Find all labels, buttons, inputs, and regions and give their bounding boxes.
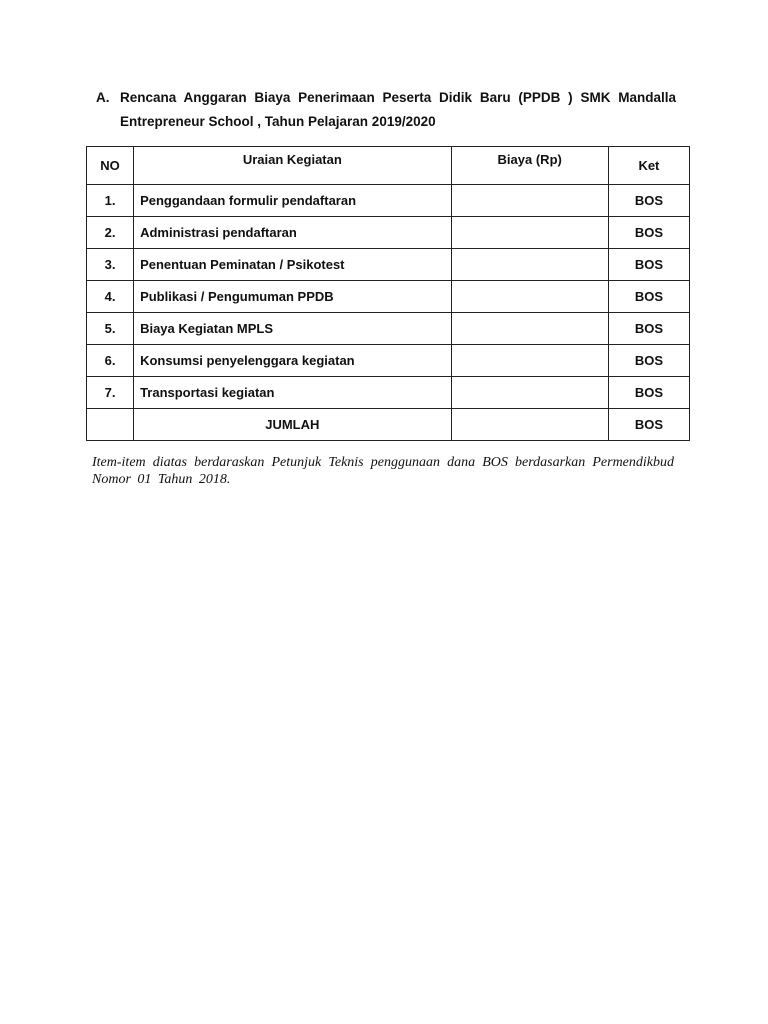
row-cost [451,345,608,377]
table-header-row [87,147,690,185]
row-remarks: BOS [608,281,689,313]
table-row [87,345,690,377]
total-remarks: BOS [608,409,689,441]
heading-title-line-2: Entrepreneur School , Tahun Pelajaran 2019/2020 [120,114,436,129]
row-number: 5. [87,313,134,345]
total-number-cell [87,409,134,441]
header-cost: Biaya (Rp) [451,147,608,185]
footnote: Item-item diatas berdaraskan Petunjuk Teknis penggunaan dana BOS berdasarkan Permendikbud Nomor 01 Tahun 2018. [92,455,674,487]
table-row [87,217,690,249]
row-remarks: BOS [608,249,689,281]
table-row [87,185,690,217]
row-remarks: BOS [608,217,689,249]
section-marker: A. [96,90,110,105]
row-description: Penggandaan formulir pendaftaran [134,185,452,217]
row-description: Publikasi / Pengumuman PPDB [134,281,452,313]
table-row [87,377,690,409]
table-row [87,281,690,313]
row-cost [451,313,608,345]
row-description: Penentuan Peminatan / Psikotest [134,249,452,281]
row-description: Konsumsi penyelenggara kegiatan [134,345,452,377]
total-cost [451,409,608,441]
row-number: 4. [87,281,134,313]
row-cost [451,281,608,313]
table-row [87,313,690,345]
heading-line-1 [96,86,676,110]
section-heading [96,86,676,134]
row-number: 1. [87,185,134,217]
total-label: JUMLAH [134,409,452,441]
row-cost [451,217,608,249]
budget-table [86,146,690,441]
row-description: Transportasi kegiatan [134,377,452,409]
header-description: Uraian Kegiatan [134,147,452,185]
row-cost [451,185,608,217]
row-cost [451,249,608,281]
header-remarks: Ket [608,147,689,185]
row-number: 6. [87,345,134,377]
table-total-row [87,409,690,441]
row-number: 7. [87,377,134,409]
heading-title-line-1: Rencana Anggaran Biaya Penerimaan Peserta Didik Baru (PPDB ) SMK Mandalla [120,90,676,105]
row-description: Biaya Kegiatan MPLS [134,313,452,345]
header-no: NO [87,147,134,185]
row-remarks: BOS [608,377,689,409]
row-remarks: BOS [608,345,689,377]
table-row [87,249,690,281]
row-description: Administrasi pendaftaran [134,217,452,249]
row-number: 2. [87,217,134,249]
row-cost [451,377,608,409]
row-remarks: BOS [608,185,689,217]
row-remarks: BOS [608,313,689,345]
row-number: 3. [87,249,134,281]
